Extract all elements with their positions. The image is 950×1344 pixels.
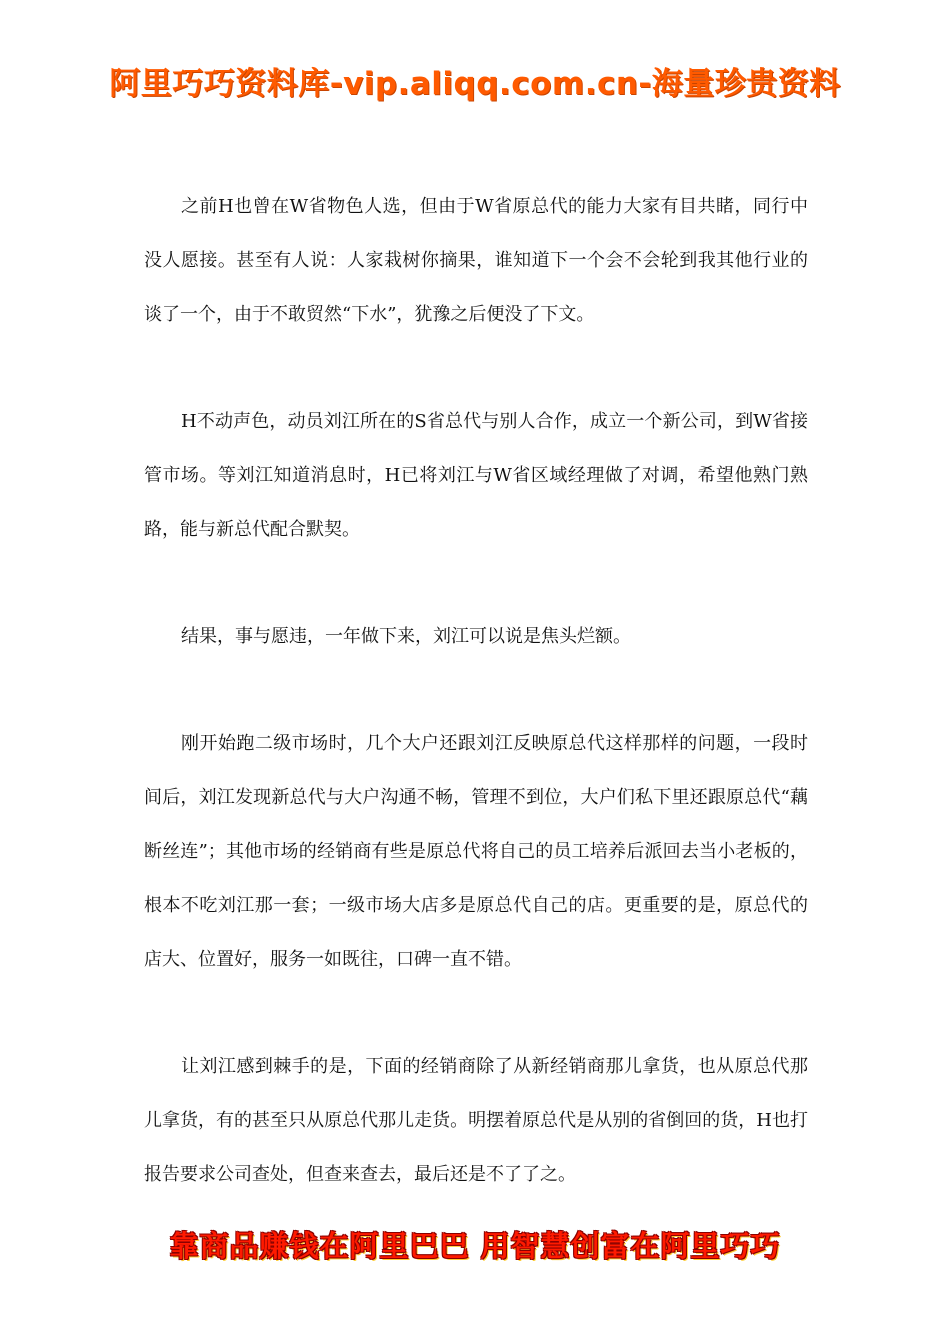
paragraph-5: 让刘江感到棘手的是，下面的经销商除了从新经销商那儿拿货，也从原总代那儿拿货，有的甚至只从原总代那儿走货。明摆着原总代是从别的省倒回的货，H也打报告要求公司查处，但查来查去，最后还是不了了之。	[144, 1056, 808, 1185]
paragraph-3: 结果，事与愿违，一年做下来，刘江可以说是焦头烂额。	[181, 626, 631, 647]
footer-banner: 靠商品赚钱在阿里巴巴 用智慧创富在阿里巧巧	[169, 1229, 781, 1263]
paragraph-gap	[144, 557, 808, 610]
paragraph-2: H不动声色，动员刘江所在的S省总代与别人合作，成立一个新公司，到W省接管市场。等刘江知道消息时，H已将刘江与W省区域经理做了对调，希望他熟门熟路，能与新总代配合默契。	[144, 411, 808, 540]
paragraph-gap	[144, 664, 808, 717]
header-banner: 阿里巧巧资料库-vip.aliqq.com.cn-海量珍贵资料	[109, 66, 841, 102]
article-body	[144, 180, 808, 1202]
paragraph-4: 刚开始跑二级市场时，几个大户还跟刘江反映原总代这样那样的问题，一段时间后，刘江发现新总代与大户沟通不畅，管理不到位，大户们私下里还跟原总代“藕断丝连”；其他市场的经销商有些是原总代将自己的员工培养后派回去当小老板的，根本不吃刘江那一套；一级市场大店多是原总代自己的店。更重要的是，原总代的店大、位置好，服务一如既往，口碑一直不错。	[144, 733, 808, 970]
paragraph-1: 之前H也曾在W省物色人选，但由于W省原总代的能力大家有目共睹，同行中没人愿接。甚至有人说：人家栽树你摘果，谁知道下一个会不会轮到我其他行业的谈了一个，由于不敢贸然“下水”，犹豫之后便没了下文。	[144, 196, 808, 325]
paragraph-gap	[144, 342, 808, 395]
paragraph-gap	[144, 987, 808, 1040]
